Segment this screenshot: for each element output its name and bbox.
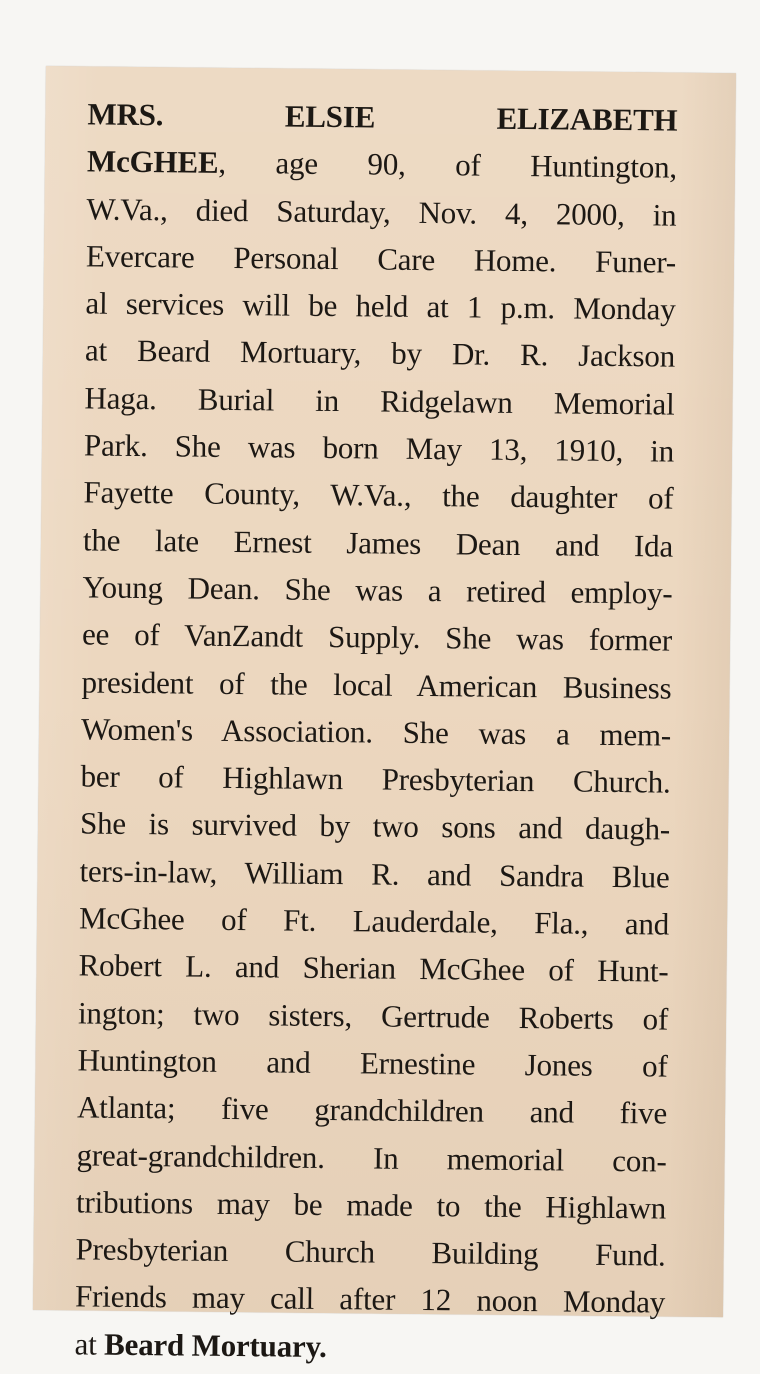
obituary-line: Women's Association. She was a mem- — [80, 711, 672, 753]
obituary-line: Fayette County, W.Va., the daughter of — [83, 474, 674, 516]
obituary-line — [87, 138, 677, 191]
name-surname: McGHEE — [86, 143, 219, 181]
mortuary-name: Beard Mortuary. — [103, 1326, 327, 1364]
obituary-line: Park. She was born May 13, 1910, in — [83, 427, 675, 469]
obituary-line: ters-in-law, William R. and Sandra Blue — [79, 853, 670, 895]
obituary-text — [74, 90, 677, 1373]
obituary-line: Friends may call after 12 noon Monday — [74, 1278, 666, 1320]
obituary-line: Robert L. and Sherian McGhee of Hunt- — [78, 947, 669, 989]
newspaper-clipping — [33, 66, 736, 1364]
obituary-line: Atlanta; five grandchildren and five — [76, 1089, 668, 1131]
obituary-line: tributions may be made to the Highlawn — [75, 1184, 667, 1226]
obituary-line: the late Ernest James Dean and Ida — [82, 522, 674, 564]
obituary-line: al services will be held at 1 p.m. Monday — [85, 285, 676, 327]
obituary-line: McGhee of Ft. Lauderdale, Fla., and — [78, 900, 670, 942]
obituary-line: ington; two sisters, Gertrude Roberts of — [77, 995, 669, 1037]
obituary-line: Huntington and Ernestine Jones of — [77, 1042, 668, 1084]
obituary-line: Presbyterian Church Building Fund. — [75, 1231, 666, 1273]
obituary-line: She is survived by two sons and daugh- — [79, 805, 671, 848]
obituary-closing-line — [74, 1320, 664, 1373]
obituary-line: W.Va., died Saturday, Nov. 4, 2000, in — [86, 191, 677, 233]
obituary-line: ber of Highlawn Presbyterian Church. — [80, 758, 671, 800]
obituary-line: president of the local American Business — [81, 663, 672, 706]
obituary-line: MRS. ELSIE ELIZABETH — [87, 96, 678, 138]
obituary-line-rest: , age 90, of Huntington, — [218, 145, 678, 185]
obituary-line: Haga. Burial in Ridgelawn Memorial — [84, 380, 675, 422]
obituary-line: ee of VanZandt Supply. She was former — [81, 616, 673, 658]
obituary-line: Young Dean. She was a retired employ- — [82, 569, 673, 611]
closing-prefix: at — [74, 1326, 105, 1362]
obituary-line: at Beard Mortuary, by Dr. R. Jackson — [84, 332, 676, 375]
obituary-line: Evercare Personal Care Home. Funer- — [85, 238, 677, 280]
obituary-line: great-grandchildren. In memorial con- — [76, 1136, 667, 1179]
